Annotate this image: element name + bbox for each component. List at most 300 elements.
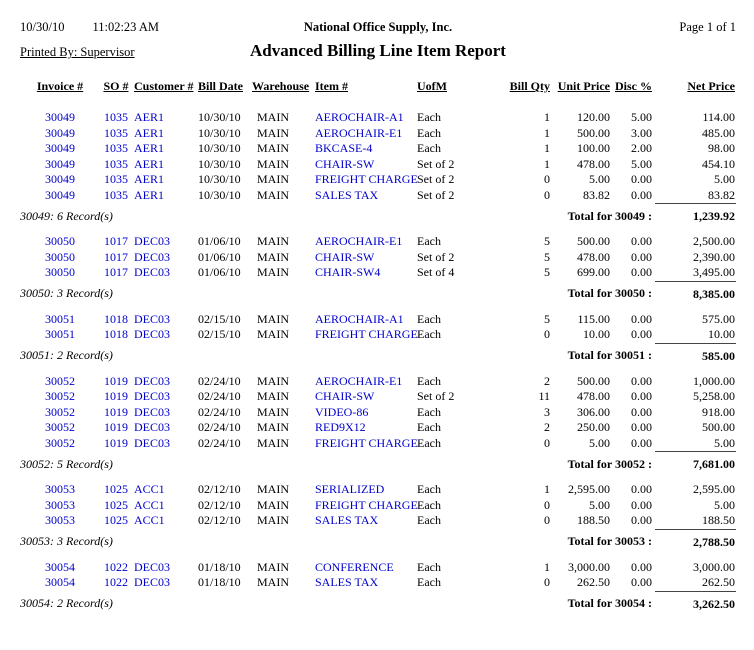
line-item-row	[20, 436, 736, 452]
print-datetime	[20, 20, 235, 35]
so-number-cell: 1019	[104, 435, 128, 450]
disc-pct-cell: 5.00	[631, 156, 652, 171]
bill-date-cell: 01/18/10	[198, 575, 241, 590]
disc-pct-cell: 0.00	[631, 482, 652, 496]
so-number-cell: 1025	[104, 482, 128, 496]
so-number-cell: 1019	[104, 389, 128, 403]
warehouse-cell: MAIN	[257, 389, 289, 403]
invoice-number-cell: 30053	[45, 497, 75, 512]
net-price-cell: 5,258.00	[693, 389, 735, 403]
item-number-cell: FREIGHT CHARGE	[315, 435, 418, 450]
customer-number-cell: DEC03	[134, 389, 170, 403]
uofm-cell: Set of 2	[417, 249, 455, 264]
invoice-number-cell: 30052	[45, 435, 75, 450]
warehouse-cell: MAIN	[257, 404, 289, 419]
col-header-item: Item #	[315, 79, 348, 93]
customer-number-cell: AER1	[134, 110, 164, 124]
uofm-cell: Set of 4	[417, 265, 455, 280]
customer-number-cell: AER1	[134, 125, 164, 140]
so-number-cell: 1017	[104, 265, 128, 280]
group-footer-row	[20, 529, 736, 560]
warehouse-cell: MAIN	[257, 497, 289, 512]
so-number-cell: 1017	[104, 249, 128, 264]
uofm-cell: Each	[417, 141, 441, 155]
invoice-number-cell: 30054	[45, 575, 75, 590]
group-footer-row	[20, 343, 736, 374]
bill-date-cell: 01/06/10	[198, 234, 241, 248]
col-header-invoice: Invoice #	[36, 79, 84, 93]
group-total-label: Total for 30053 :	[567, 534, 652, 549]
disc-pct-cell: 0.00	[631, 373, 652, 388]
item-number-cell: CHAIR-SW	[315, 389, 375, 403]
so-number-cell: 1022	[104, 559, 128, 574]
report-title: Advanced Billing Line Item Report	[250, 41, 506, 60]
customer-number-cell: DEC03	[134, 559, 170, 574]
item-number-cell: CHAIR-SW	[315, 156, 375, 171]
group-record-count: 30052: 5 Record(s)	[20, 456, 113, 471]
line-item-row	[20, 265, 736, 281]
net-price-cell: 5.00	[714, 497, 735, 512]
bill-date-cell: 02/24/10	[198, 404, 241, 419]
invoice-number-cell: 30053	[45, 482, 75, 496]
bill-qty-cell: 0	[544, 187, 550, 202]
net-price-cell: 575.00	[702, 311, 735, 326]
group-total-value: 3,262.50	[655, 591, 736, 622]
disc-pct-cell: 0.00	[631, 389, 652, 403]
disc-pct-cell: 0.00	[631, 513, 652, 528]
bill-qty-cell: 0	[544, 575, 550, 590]
bill-qty-cell: 0	[544, 497, 550, 512]
warehouse-cell: MAIN	[257, 187, 289, 202]
disc-pct-cell: 0.00	[631, 435, 652, 450]
bill-qty-cell: 0	[544, 435, 550, 450]
line-item-row	[20, 482, 736, 498]
item-number-cell: CHAIR-SW4	[315, 265, 381, 280]
print-date: 10/30/10	[20, 20, 65, 34]
column-header-row	[20, 79, 736, 110]
bill-qty-cell: 1	[544, 156, 550, 171]
unit-price-cell: 100.00	[577, 141, 610, 155]
warehouse-cell: MAIN	[257, 249, 289, 264]
customer-number-cell: AER1	[134, 156, 164, 171]
bill-qty-cell: 5	[544, 234, 550, 248]
net-price-cell: 485.00	[702, 125, 735, 140]
unit-price-cell: 5.00	[589, 497, 610, 512]
warehouse-cell: MAIN	[257, 559, 289, 574]
group-record-count: 30053: 3 Record(s)	[20, 534, 113, 549]
net-price-cell: 2,500.00	[693, 234, 735, 248]
group-record-count: 30051: 2 Record(s)	[20, 348, 113, 363]
warehouse-cell: MAIN	[257, 156, 289, 171]
item-number-cell: CHAIR-SW	[315, 249, 375, 264]
report-header-row-1	[20, 20, 736, 35]
item-number-cell: SALES TAX	[315, 513, 379, 528]
warehouse-cell: MAIN	[257, 482, 289, 496]
net-price-cell: 3,000.00	[693, 559, 735, 574]
printed-by: Printed By: Supervisor	[20, 45, 135, 59]
item-number-cell: AEROCHAIR-E1	[315, 373, 403, 388]
report-table	[20, 79, 736, 622]
invoice-number-cell: 30051	[45, 327, 75, 342]
uofm-cell: Each	[417, 435, 441, 450]
bill-qty-cell: 5	[544, 249, 550, 264]
group-record-count: 30050: 3 Record(s)	[20, 286, 113, 301]
item-number-cell: VIDEO-86	[315, 404, 369, 419]
unit-price-cell: 306.00	[577, 404, 610, 419]
customer-number-cell: ACC1	[134, 482, 165, 496]
disc-pct-cell: 0.00	[631, 234, 652, 248]
disc-pct-cell: 0.00	[631, 265, 652, 280]
uofm-cell: Set of 2	[417, 156, 455, 171]
line-item-row	[20, 172, 736, 188]
warehouse-cell: MAIN	[257, 141, 289, 155]
disc-pct-cell: 0.00	[631, 575, 652, 590]
so-number-cell: 1025	[104, 513, 128, 528]
unit-price-cell: 262.50	[577, 575, 610, 590]
col-header-customer: Customer #	[134, 79, 194, 93]
so-number-cell: 1035	[104, 141, 128, 155]
net-price-cell: 500.00	[702, 420, 735, 434]
warehouse-cell: MAIN	[257, 311, 289, 326]
disc-pct-cell: 0.00	[631, 187, 652, 202]
invoice-number-cell: 30050	[45, 265, 75, 280]
unit-price-cell: 115.00	[577, 311, 610, 326]
net-price-cell: 262.50	[702, 575, 735, 589]
so-number-cell: 1017	[104, 234, 128, 248]
group-total-value: 1,239.92	[655, 204, 736, 235]
col-header-bill-qty: Bill Qty	[509, 79, 550, 93]
unit-price-cell: 478.00	[577, 389, 610, 403]
so-number-cell: 1035	[104, 172, 128, 186]
unit-price-cell: 120.00	[577, 110, 610, 124]
warehouse-cell: MAIN	[257, 110, 289, 124]
bill-date-cell: 02/15/10	[198, 327, 241, 342]
invoice-number-cell: 30052	[45, 373, 75, 388]
group-total-value: 8,385.00	[655, 281, 736, 312]
bill-date-cell: 02/24/10	[198, 420, 241, 434]
customer-number-cell: AER1	[134, 172, 164, 186]
invoice-number-cell: 30052	[45, 420, 75, 434]
customer-number-cell: DEC03	[134, 249, 170, 264]
bill-qty-cell: 1	[544, 110, 550, 124]
warehouse-cell: MAIN	[257, 435, 289, 450]
so-number-cell: 1035	[104, 156, 128, 171]
line-item-row	[20, 188, 736, 204]
customer-number-cell: AER1	[134, 187, 164, 202]
net-price-cell: 2,595.00	[693, 482, 735, 496]
net-price-cell: 5.00	[714, 435, 735, 450]
net-price-cell: 5.00	[714, 172, 735, 186]
customer-number-cell: ACC1	[134, 497, 165, 512]
item-number-cell: SALES TAX	[315, 187, 379, 202]
line-item-row	[20, 234, 736, 250]
item-number-cell: BKCASE-4	[315, 141, 373, 155]
unit-price-cell: 3,000.00	[568, 559, 610, 574]
disc-pct-cell: 5.00	[631, 110, 652, 124]
group-total-value: 585.00	[655, 343, 736, 374]
warehouse-cell: MAIN	[257, 513, 289, 528]
unit-price-cell: 83.82	[583, 187, 610, 202]
customer-number-cell: DEC03	[134, 435, 170, 450]
invoice-number-cell: 30049	[45, 125, 75, 140]
unit-price-cell: 500.00	[577, 373, 610, 388]
warehouse-cell: MAIN	[257, 125, 289, 140]
disc-pct-cell: 0.00	[631, 404, 652, 419]
net-price-cell: 918.00	[702, 404, 735, 419]
uofm-cell: Each	[417, 234, 441, 248]
item-number-cell: SERIALIZED	[315, 482, 385, 496]
item-number-cell: AEROCHAIR-E1	[315, 234, 403, 248]
col-header-so: SO #	[103, 79, 129, 93]
customer-number-cell: DEC03	[134, 404, 170, 419]
report-header-row-2	[20, 41, 736, 61]
item-number-cell: FREIGHT CHARGE	[315, 172, 418, 186]
uofm-cell: Each	[417, 559, 441, 574]
col-header-warehouse: Warehouse	[252, 79, 310, 93]
disc-pct-cell: 2.00	[631, 141, 652, 155]
customer-number-cell: DEC03	[134, 311, 170, 326]
unit-price-cell: 699.00	[577, 265, 610, 280]
invoice-number-cell: 30049	[45, 172, 75, 186]
so-number-cell: 1019	[104, 404, 128, 419]
uofm-cell: Each	[417, 125, 441, 140]
uofm-cell: Each	[417, 404, 441, 419]
net-price-cell: 83.82	[708, 187, 735, 202]
line-item-row	[20, 498, 736, 514]
company-name: National Office Supply, Inc.	[303, 20, 453, 34]
invoice-number-cell: 30052	[45, 404, 75, 419]
bill-qty-cell: 5	[544, 311, 550, 326]
invoice-number-cell: 30049	[45, 156, 75, 171]
bill-date-cell: 01/18/10	[198, 559, 241, 574]
invoice-number-cell: 30054	[45, 559, 75, 574]
unit-price-cell: 2,595.00	[568, 482, 610, 496]
line-item-row	[20, 575, 736, 591]
invoice-number-cell: 30053	[45, 513, 75, 528]
group-total-label: Total for 30052 :	[567, 456, 652, 471]
net-price-cell: 98.00	[708, 141, 735, 155]
uofm-cell: Each	[417, 110, 441, 124]
line-item-row	[20, 560, 736, 576]
unit-price-cell: 5.00	[589, 435, 610, 450]
so-number-cell: 1019	[104, 420, 128, 434]
disc-pct-cell: 0.00	[631, 327, 652, 342]
net-price-cell: 10.00	[708, 327, 735, 341]
col-header-bill-date: Bill Date	[198, 79, 243, 93]
bill-date-cell: 02/24/10	[198, 435, 241, 450]
warehouse-cell: MAIN	[257, 575, 289, 590]
unit-price-cell: 5.00	[589, 172, 610, 186]
disc-pct-cell: 0.00	[631, 420, 652, 434]
group-total-value: 7,681.00	[655, 452, 736, 483]
item-number-cell: FREIGHT CHARGE	[315, 327, 418, 342]
group-footer-row	[20, 281, 736, 312]
customer-number-cell: AER1	[134, 141, 164, 155]
line-item-row	[20, 327, 736, 343]
item-number-cell: RED9X12	[315, 420, 366, 434]
unit-price-cell: 500.00	[577, 125, 610, 140]
customer-number-cell: DEC03	[134, 373, 170, 388]
uofm-cell: Each	[417, 497, 441, 512]
warehouse-cell: MAIN	[257, 234, 289, 248]
uofm-cell: Each	[417, 575, 441, 590]
so-number-cell: 1035	[104, 125, 128, 140]
invoice-number-cell: 30050	[45, 234, 75, 248]
line-item-row	[20, 141, 736, 157]
unit-price-cell: 188.50	[577, 513, 610, 528]
net-price-cell: 2,390.00	[693, 249, 735, 264]
invoice-number-cell: 30051	[45, 311, 75, 326]
uofm-cell: Each	[417, 513, 441, 528]
customer-number-cell: DEC03	[134, 420, 170, 434]
line-item-row	[20, 312, 736, 328]
group-footer-row	[20, 591, 736, 622]
bill-date-cell: 02/12/10	[198, 497, 241, 512]
disc-pct-cell: 0.00	[631, 249, 652, 264]
uofm-cell: Set of 2	[417, 389, 455, 403]
group-record-count: 30049: 6 Record(s)	[20, 208, 113, 223]
customer-number-cell: DEC03	[134, 234, 170, 248]
invoice-number-cell: 30049	[45, 110, 75, 124]
net-price-cell: 188.50	[702, 513, 735, 527]
so-number-cell: 1025	[104, 497, 128, 512]
so-number-cell: 1018	[104, 311, 128, 326]
bill-qty-cell: 5	[544, 265, 550, 280]
bill-qty-cell: 0	[544, 513, 550, 528]
so-number-cell: 1018	[104, 327, 128, 342]
bill-date-cell: 02/15/10	[198, 311, 241, 326]
group-footer-row	[20, 204, 736, 235]
uofm-cell: Each	[417, 311, 441, 326]
net-price-cell: 3,495.00	[693, 265, 735, 279]
bill-date-cell: 10/30/10	[198, 141, 241, 155]
unit-price-cell: 478.00	[577, 249, 610, 264]
group-footer-row	[20, 452, 736, 483]
bill-qty-cell: 1	[544, 559, 550, 574]
uofm-cell: Each	[417, 482, 441, 496]
bill-qty-cell: 0	[544, 327, 550, 342]
so-number-cell: 1022	[104, 575, 128, 590]
col-header-unit-price: Unit Price	[557, 79, 610, 93]
unit-price-cell: 250.00	[577, 420, 610, 434]
disc-pct-cell: 0.00	[631, 497, 652, 512]
bill-date-cell: 02/24/10	[198, 373, 241, 388]
net-price-cell: 114.00	[702, 110, 735, 124]
line-item-row	[20, 126, 736, 142]
bill-date-cell: 10/30/10	[198, 172, 241, 186]
bill-qty-cell: 11	[538, 389, 550, 403]
warehouse-cell: MAIN	[257, 373, 289, 388]
item-number-cell: SALES TAX	[315, 575, 379, 590]
so-number-cell: 1019	[104, 373, 128, 388]
bill-qty-cell: 0	[544, 172, 550, 186]
item-number-cell: AEROCHAIR-A1	[315, 311, 404, 326]
disc-pct-cell: 0.00	[631, 559, 652, 574]
group-total-value: 2,788.50	[655, 529, 736, 560]
customer-number-cell: ACC1	[134, 513, 165, 528]
report-body	[20, 110, 736, 622]
line-item-row	[20, 513, 736, 529]
line-item-row	[20, 110, 736, 126]
bill-date-cell: 10/30/10	[198, 156, 241, 171]
uofm-cell: Set of 2	[417, 187, 455, 202]
warehouse-cell: MAIN	[257, 420, 289, 434]
col-header-net-price: Net Price	[687, 79, 735, 93]
col-header-uofm: UofM	[417, 79, 447, 93]
invoice-number-cell: 30049	[45, 141, 75, 155]
bill-date-cell: 10/30/10	[198, 187, 241, 202]
uofm-cell: Each	[417, 373, 441, 388]
unit-price-cell: 478.00	[577, 156, 610, 171]
bill-qty-cell: 3	[544, 404, 550, 419]
net-price-cell: 1,000.00	[693, 373, 735, 388]
so-number-cell: 1035	[104, 110, 128, 124]
group-total-label: Total for 30051 :	[567, 348, 652, 363]
line-item-row	[20, 389, 736, 405]
net-price-cell: 454.10	[702, 156, 735, 171]
uofm-cell: Set of 2	[417, 172, 455, 186]
bill-qty-cell: 1	[544, 125, 550, 140]
bill-qty-cell: 1	[544, 482, 550, 496]
bill-qty-cell: 1	[544, 141, 550, 155]
item-number-cell: FREIGHT CHARGE	[315, 497, 418, 512]
bill-date-cell: 01/06/10	[198, 249, 241, 264]
bill-date-cell: 02/12/10	[198, 482, 241, 496]
item-number-cell: AEROCHAIR-E1	[315, 125, 403, 140]
line-item-row	[20, 374, 736, 390]
invoice-number-cell: 30049	[45, 187, 75, 202]
bill-date-cell: 02/24/10	[198, 389, 241, 403]
bill-date-cell: 10/30/10	[198, 110, 241, 124]
line-item-row	[20, 250, 736, 266]
group-total-label: Total for 30049 :	[567, 208, 652, 223]
invoice-number-cell: 30052	[45, 389, 75, 403]
disc-pct-cell: 3.00	[631, 125, 652, 140]
item-number-cell: CONFERENCE	[315, 559, 394, 574]
warehouse-cell: MAIN	[257, 172, 289, 186]
customer-number-cell: DEC03	[134, 575, 170, 590]
line-item-row	[20, 420, 736, 436]
item-number-cell: AEROCHAIR-A1	[315, 110, 404, 124]
group-total-label: Total for 30050 :	[567, 286, 652, 301]
group-total-label: Total for 30054 :	[567, 596, 652, 611]
customer-number-cell: DEC03	[134, 327, 170, 342]
disc-pct-cell: 0.00	[631, 172, 652, 186]
line-item-row	[20, 157, 736, 173]
bill-qty-cell: 2	[544, 373, 550, 388]
unit-price-cell: 10.00	[583, 327, 610, 342]
uofm-cell: Each	[417, 327, 441, 342]
bill-date-cell: 01/06/10	[198, 265, 241, 280]
unit-price-cell: 500.00	[577, 234, 610, 248]
col-header-disc-pct: Disc %	[615, 79, 652, 93]
bill-date-cell: 10/30/10	[198, 125, 241, 140]
print-time: 11:02:23 AM	[92, 20, 160, 34]
bill-date-cell: 02/12/10	[198, 513, 241, 528]
uofm-cell: Each	[417, 420, 441, 434]
page-number: Page 1 of 1	[679, 20, 736, 34]
invoice-number-cell: 30050	[45, 249, 75, 264]
disc-pct-cell: 0.00	[631, 311, 652, 326]
so-number-cell: 1035	[104, 187, 128, 202]
group-record-count: 30054: 2 Record(s)	[20, 596, 113, 611]
warehouse-cell: MAIN	[257, 327, 289, 342]
bill-qty-cell: 2	[544, 420, 550, 434]
customer-number-cell: DEC03	[134, 265, 170, 280]
line-item-row	[20, 405, 736, 421]
column-headers	[20, 79, 736, 110]
warehouse-cell: MAIN	[257, 265, 289, 280]
